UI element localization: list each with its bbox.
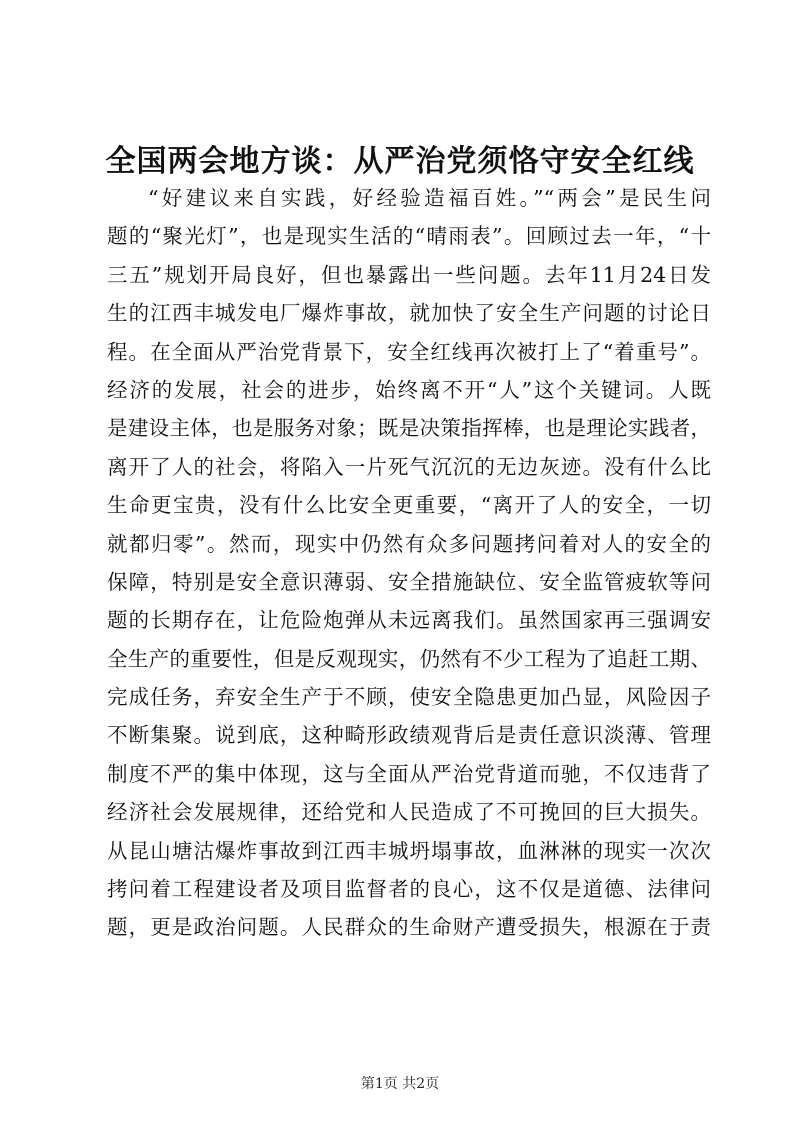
text-line: 三五”规划开局良好，但也暴露出一些问题。去年11月24日发: [107, 262, 711, 287]
text-line: 从昆山塘沽爆炸事故到江西丰城坍塌事故，血淋淋的现实一次次: [107, 838, 711, 863]
text-line: “好建议来自实践，好经验造福百姓。”“两会”是民生问: [148, 186, 711, 210]
text-line: 题的长期存在，让危险炮弹从未远离我们。虽然国家再三强调安: [107, 608, 711, 633]
text-line: 制度不严的集中体现，这与全面从严治党背道而驰，不仅违背了: [107, 761, 711, 786]
text-line: 不断集聚。说到底，这种畸形政绩观背后是责任意识淡薄、管理: [107, 723, 711, 748]
text-line: 离开了人的社会，将陷入一片死气沉沉的无边灰迹。没有什么比: [107, 454, 711, 479]
text-line: 完成任务，弃安全生产于不顾，使安全隐患更加凸显，风险因子: [107, 685, 711, 710]
page-footer: [0, 1074, 800, 1094]
text-line: 经济社会发展规律，还给党和人民造成了不可挽回的巨大损失。: [107, 800, 711, 825]
text-line: 题的“聚光灯”，也是现实生活的“晴雨表”。回顾过去一年，“十: [107, 224, 711, 249]
body-text: [107, 179, 711, 947]
text-line: 题，更是政治问题。人民群众的生命财产遭受损失，根源在于责: [107, 915, 711, 940]
text-line: 是建设主体，也是服务对象；既是决策指挥棒，也是理论实践者，: [107, 416, 711, 441]
text-line: 全生产的重要性，但是反观现实，仍然有不少工程为了追赶工期、: [107, 646, 711, 671]
text-line: 生命更宝贵，没有什么比安全更重要，“离开了人的安全，一切: [107, 493, 711, 518]
text-line: 程。在全面从严治党背景下，安全红线再次被打上了“着重号”。: [107, 339, 711, 364]
text-line: 生的江西丰城发电厂爆炸事故，就加快了安全生产问题的讨论日: [107, 301, 711, 326]
text-line: 拷问着工程建设者及项目监督者的良心，这不仅是道德、法律问: [107, 877, 711, 902]
text-line: 保障，特别是安全意识薄弱、安全措施缺位、安全监管疲软等问: [107, 569, 711, 594]
page-indicator: 第1页 共2页: [360, 1076, 440, 1092]
text-line: 经济的发展，社会的进步，始终离不开“人”这个关键词。人既: [107, 377, 711, 402]
text-line: 就都归零”。然而，现实中仍然有众多问题拷问着对人的安全的: [107, 531, 711, 556]
document-title: 全国两会地方谈：从严治党须恪守安全红线: [105, 144, 695, 179]
